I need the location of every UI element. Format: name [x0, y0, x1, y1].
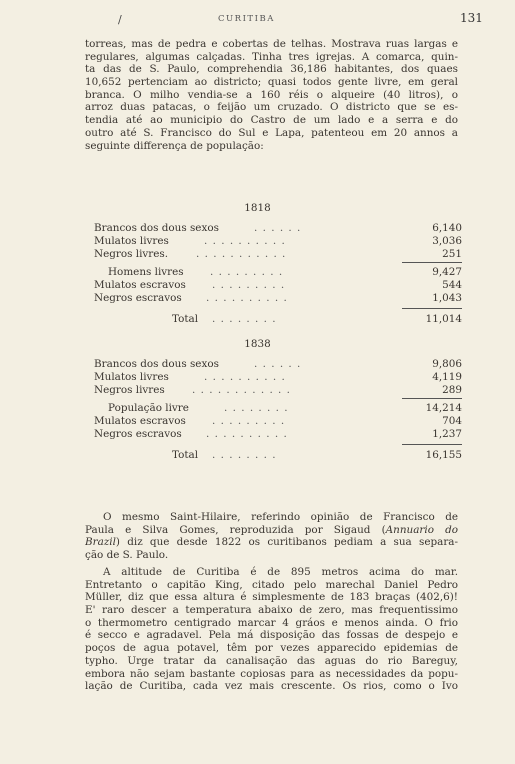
- italic-title: Brazil: [85, 536, 116, 549]
- row-label: Negros livres.: [94, 248, 169, 260]
- paragraph-altitude: [85, 566, 458, 693]
- leader-dots: . . . . . . . . . .: [206, 428, 288, 440]
- text-line: regulares, algumas calçadas. Tinha tres igrejas. A comarca, quin-: [85, 50, 458, 63]
- table-row: [94, 358, 462, 371]
- row-value: 251: [442, 248, 462, 260]
- text-line: O mesmo Saint-Hilaire, referindo opinião de Francisco de: [103, 511, 458, 523]
- text-run: ) diz que desde 1822 os curitibanos pediam a sua separa-: [115, 536, 458, 549]
- leader-dots: . . . . . . . . . .: [206, 292, 288, 304]
- leader-dots: . . . . . . . . . . .: [196, 248, 287, 260]
- row-label: Negros escravos: [94, 428, 182, 440]
- row-label: Negros escravos: [94, 292, 182, 304]
- leader-dots: . . . . . . . . . . . .: [192, 384, 291, 396]
- text-line: ta das de S. Paulo, comprehendia 36,186 habitantes, dos quaes: [85, 63, 458, 76]
- row-label: Homens livres: [108, 266, 184, 278]
- row-value: 11,014: [425, 313, 462, 325]
- sum-rule: [402, 398, 462, 399]
- text-line: E' raro descer a temperatura abaixo de zero, mas frequentissimo: [85, 604, 458, 617]
- page-number: 131: [460, 11, 483, 25]
- row-label: Brancos dos dous sexos: [94, 222, 219, 234]
- table-row-total: [94, 313, 462, 326]
- text-line: torreas, mas de pedra e cobertas de telhas. Mostrava ruas largas e: [85, 38, 458, 50]
- row-label: Mulatos escravos: [94, 415, 186, 427]
- table-year-1838: 1838: [244, 338, 271, 350]
- leader-dots: . . . . . . . . . .: [204, 235, 286, 247]
- sum-rule: [402, 308, 462, 309]
- table-row: [94, 402, 462, 415]
- leader-dots: . . . . . . . .: [224, 402, 289, 414]
- row-value: 704: [442, 415, 462, 427]
- row-value: 3,036: [432, 235, 462, 247]
- table-row-total: [94, 449, 462, 462]
- table-row: [94, 384, 462, 397]
- text-line: seguinte differença de população:: [85, 139, 264, 152]
- row-value: 1,237: [432, 428, 462, 440]
- leader-dots: . . . . . . . .: [212, 313, 277, 325]
- text-line: o thermometro centigrado marcar 4 gráos e menos ainda. O frio: [85, 616, 458, 629]
- row-value: 544: [442, 279, 462, 291]
- row-value: 14,214: [425, 402, 462, 414]
- text-line: typho. Urge tratar da canalisação das aguas do rio Bareguy,: [85, 654, 458, 667]
- leader-dots: . . . . . . . . .: [212, 279, 286, 291]
- leader-dots: . . . . . .: [254, 358, 302, 370]
- text-line: outro até S. Francisco do Sul e Lapa, patenteou em 20 annos a: [85, 126, 458, 139]
- table-row: [94, 371, 462, 384]
- text-line: poços de agua potavel, têm por vezes apparecido epidemias de: [85, 642, 458, 655]
- table-row: [94, 222, 462, 235]
- text-line: [85, 536, 458, 549]
- table-row: [94, 235, 462, 248]
- leader-dots: . . . . . .: [254, 222, 302, 234]
- header-mark: /: [118, 13, 122, 26]
- row-value: 16,155: [425, 449, 462, 461]
- text-line: Entretanto o capitão King, citado pelo marechal Daniel Pedro: [85, 578, 458, 591]
- text-line: arroz duas patacas, o feijão um cruzado. O districto que se es-: [85, 101, 458, 114]
- table-row: [94, 415, 462, 428]
- row-value: 1,043: [432, 292, 462, 304]
- row-value: 9,806: [432, 358, 462, 370]
- text-line: A altitude de Curitiba é de 895 metros acima do mar.: [103, 566, 458, 578]
- row-label: População livre: [108, 402, 189, 414]
- text-run: Paula e Silva Gomes, reproduzida por Sigaud (: [85, 523, 386, 536]
- row-label: Total: [172, 449, 199, 461]
- leader-dots: . . . . . . . . .: [212, 415, 286, 427]
- leader-dots: . . . . . . . . . .: [204, 371, 286, 383]
- paragraph-opening: [85, 38, 458, 152]
- text-line: é secco e agradavel. Pela má disposição das fossas de despejo e: [85, 629, 458, 642]
- table-row: [94, 428, 462, 441]
- text-line: embora não sejam bastante copiosas para as necessidades da popu-: [85, 667, 458, 680]
- row-value: 6,140: [432, 222, 462, 234]
- table-row: [94, 248, 462, 261]
- text-line: Müller, diz que essa altura é simplesmente de 183 braças (402,6)!: [85, 591, 458, 604]
- sum-rule: [402, 262, 462, 263]
- row-value: 289: [442, 384, 462, 396]
- sum-rule: [402, 444, 462, 445]
- leader-dots: . . . . . . . .: [212, 449, 277, 461]
- text-line: ção de S. Paulo.: [85, 549, 169, 562]
- row-value: 4,119: [432, 371, 462, 383]
- table-row: [94, 266, 462, 279]
- paragraph-saint-hilaire: [85, 511, 458, 562]
- italic-title: Annuario do: [385, 523, 458, 536]
- text-line: 10,652 pertenciam ao districto; quasi todos gente livre, em geral: [85, 76, 458, 89]
- text-line: branca. O milho vendia-se a 160 réis o alqueire (40 litros), o: [85, 88, 458, 101]
- row-label: Mulatos livres: [94, 235, 169, 247]
- row-label: Mulatos livres: [94, 371, 169, 383]
- table-row: [94, 292, 462, 305]
- text-line: lação de Curitiba, cada vez mais crescente. Os rios, como o Ivo: [85, 680, 458, 693]
- text-line: [85, 524, 458, 537]
- leader-dots: . . . . . . . . .: [210, 266, 284, 278]
- row-label: Brancos dos dous sexos: [94, 358, 219, 370]
- table-row: [94, 279, 462, 292]
- row-label: Mulatos escravos: [94, 279, 186, 291]
- row-label: Total: [172, 313, 199, 325]
- row-value: 9,427: [432, 266, 462, 278]
- row-label: Negros livres: [94, 384, 165, 396]
- table-year-1818: 1818: [244, 202, 271, 214]
- running-head: CURITIBA: [218, 14, 275, 24]
- text-line: tendia até ao municipio do Castro de um lado e a serra e do: [85, 114, 458, 127]
